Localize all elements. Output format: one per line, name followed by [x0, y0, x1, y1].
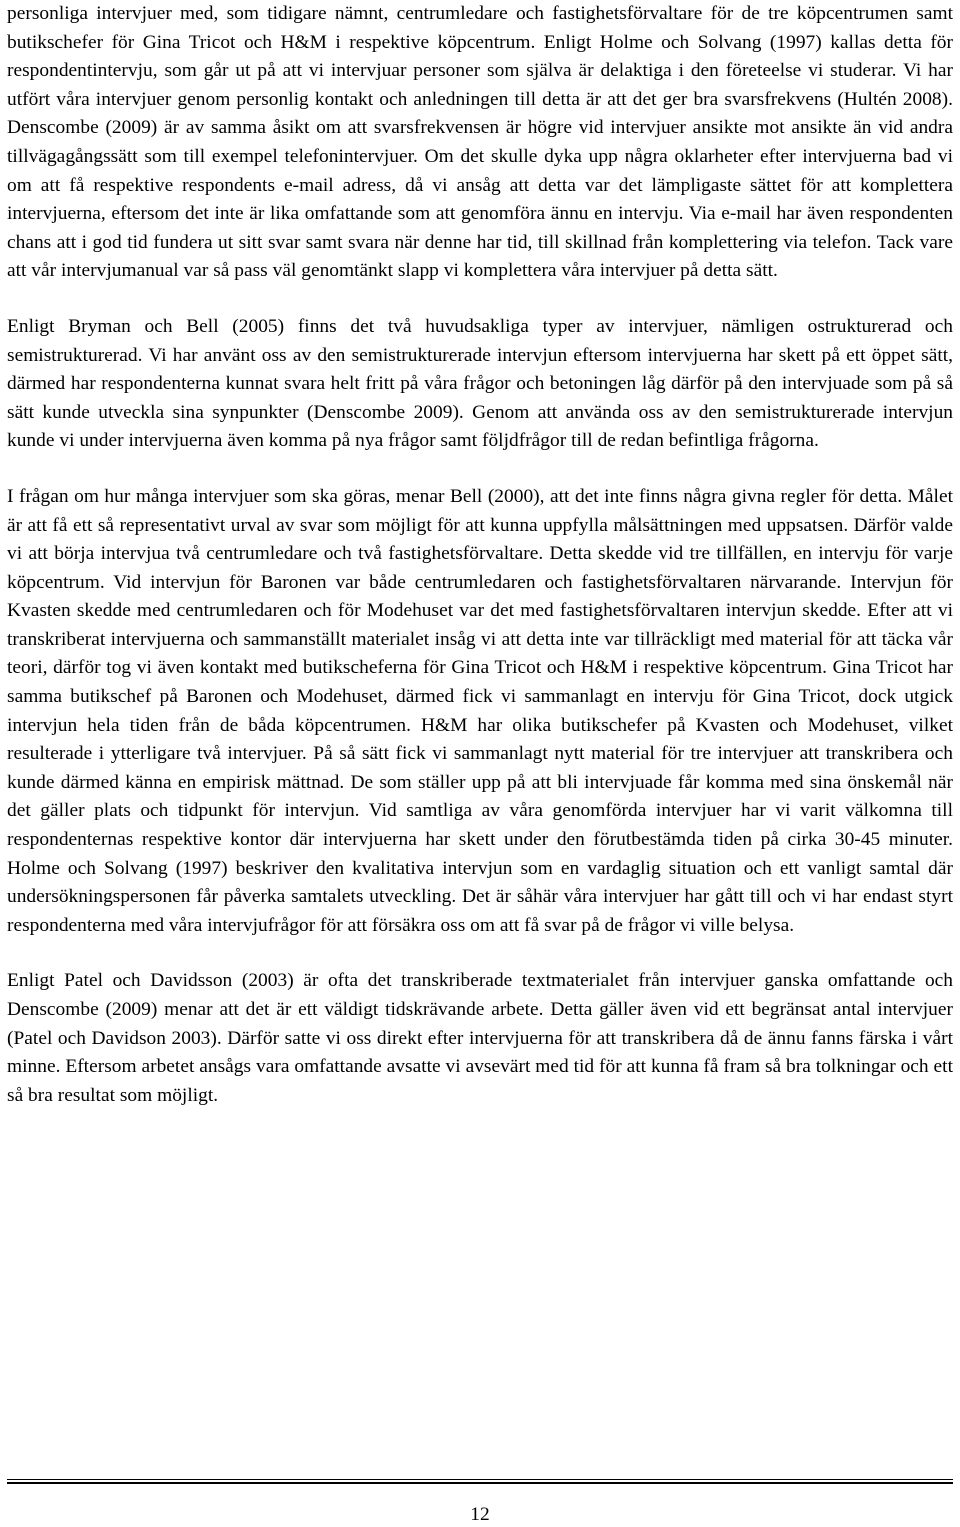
footer-divider-thick — [7, 1482, 953, 1484]
body-paragraph-3: I frågan om hur många intervjuer som ska göras, menar Bell (2000), att det inte finns några givna regler för detta. Målet är att få ett så representativt urval av svar som möjligt för att kunna uppfylla målsättningen med uppsatsen. Därför valde vi att börja intervjua två centrumledare och två fastighetsförvaltare. Detta skedde vid tre tillfällen, en intervju för varje köpcentrum. Vid intervjun för Baronen var både centrumledaren och fastighetsförvaltaren närvarande. Intervjun för Kvasten skedde med centrumledaren och för Modehuset var det med fastighetsförvaltaren intervjun skedde. Efter att vi transkriberat intervjuerna och sammanställt materialet insåg vi att detta inte var tillräckligt med material för att täcka vår teori, därför tog vi även kontakt med butikscheferna för Gina Tricot och H&M i respektive köpcentrum. Gina Tricot har samma butikschef på Baronen och Modehuset, därmed fick vi sammanlagt en intervju för Gina Tricot, dock utgick intervjun hela tiden från de båda köpcentrumen. H&M har olika butikschefer på Kvasten och Modehuset, vilket resulterade i ytterligare två intervjuer. På så sätt fick vi sammanlagt nytt material för tre intervjuer att transkribera och kunde därmed känna en empirisk mättnad. De som ställer upp på att bli intervjuade får komma med sina önskemål när det gäller plats och tidpunkt för intervjun. Vid samtliga av våra genomförda intervjuer har vi varit välkomna till respondenternas respektive kontor där intervjuerna har skett under den förutbestämda tiden på cirka 30-45 minuter. Holme och Solvang (1997) beskriver den kvalitativa intervjun som en vardaglig situation och ett vanligt samtal där undersökningspersonen får påverka samtalets utveckling. Det är såhär våra intervjuer har gått till och vi har endast styrt respondenterna med våra intervjufrågor för att försäkra oss om att få svar på de frågor vi ville belysa. — [7, 485, 953, 936]
document-page — [7, 0, 953, 1110]
footer-divider — [7, 1479, 953, 1480]
body-paragraph-2: Enligt Bryman och Bell (2005) finns det två huvudsakliga typer av intervjuer, nämligen ostrukturerad och semistrukturerad. Vi har använt oss av den semistrukturerade intervjun eftersom intervjuerna har skett på ett öppet sätt, därmed har respondenterna kunnat svara helt fritt på våra frågor och betoningen låg därför på den intervjuade som på så sätt kunde utveckla sina synpunkter (Denscombe 2009). Genom att använda oss av den semistrukturerade intervjun kunde vi under intervjuerna även komma på nya frågor samt följdfrågor till de redan befintliga frågorna. — [7, 315, 953, 452]
body-paragraph-4: Enligt Patel och Davidsson (2003) är ofta det transkriberade textmaterialet från intervjuer ganska omfattande och Denscombe (2009) menar att det är ett väldigt tidskrävande arbete. Detta gäller även vid ett begränsat antal intervjuer (Patel och Davidson 2003). Därför satte vi oss direkt efter intervjuerna för att transkribera då de ännu fanns färska i vårt minne. Eftersom arbetet ansågs vara omfattande avsatte vi avsevärt med tid för att kunna få fram så bra tolkningar och ett så bra resultat som möjligt. — [7, 970, 953, 1106]
page-number: 12 — [470, 1504, 490, 1525]
body-paragraph-1: personliga intervjuer med, som tidigare nämnt, centrumledare och fastighetsförvaltare för de tre köpcentrumen samt butikschefer för Gina Tricot och H&M i respektive köpcentrum. Enligt Holme och Solvang (1997) kallas detta för respondentintervju, som går ut på att vi intervjuar personer som själva är delaktiga i den företeelse vi studerar. Vi har utfört våra intervjuer genom personlig kontakt och anledningen till detta är att det ger bra svarsfrekvens (Hultén 2008). Denscombe (2009) är av samma åsikt om att svarsfrekvensen är högre vid intervjuer ansikte mot ansikte än vid andra tillvägagångssätt som till exempel telefonintervjuer. Om det skulle dyka upp några oklarheter efter intervjuerna bad vi om att få respektive respondents e-mail adress, då vi ansåg att detta var det lämpligaste sättet för att komplettera intervjuerna, eftersom det inte är lika omfattande som att genomföra ännu en intervju. Via e-mail har även respondenten chans att i god tid fundera ut sitt svar samt svara när denne har tid, till skillnad från komplettering via telefon. Tack vare att vår intervjumanual var så pass väl genomtänkt slapp vi komplettera våra intervjuer på detta sätt. — [7, 3, 953, 282]
